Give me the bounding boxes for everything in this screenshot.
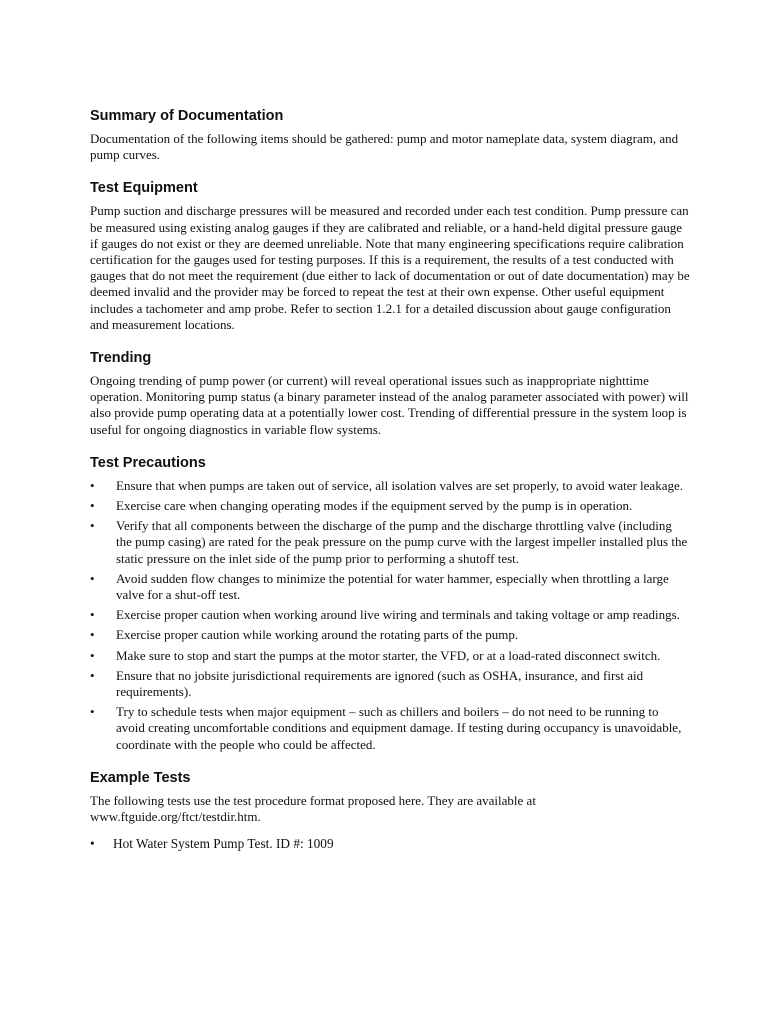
test-precautions-section	[90, 454, 690, 753]
summary-heading: Summary of Documentation	[90, 108, 284, 124]
summary-paragraph: Documentation of the following items should be gathered: pump and motor nameplate data, system diagram, and pump curves.	[90, 131, 679, 163]
list-item-text: Exercise proper caution while working around the rotating parts of the pump.	[116, 627, 519, 643]
test-equipment-paragraph: Pump suction and discharge pressures will be measured and recorded under each test condition. Pump pressure can be measured using existing analog gauges if they are calibrated and reliable, or a hand-held digital pressure gauge if gauges do not exist or they are deemed unreliable. Note that many engineering specifications require calibration certification for the gauges used for testing purposes. If this is a requirement, the results of a test conducted with gauges that do not meet the requirement (due either to lack of documentation or out of date documentation) may be deemed invalid and the provider may be forced to repeat the test at their own expense. Other useful equipment includes a tachometer and amp probe. Refer to section 1.2.1 for a detailed discussion about gauge configuration and measurement locations.	[90, 203, 690, 332]
list-item-text: Try to schedule tests when major equipment – such as chillers and boilers – do not need to be running to avoid creating uncomfortable conditions and equipment damage. If testing during occupancy is unavoidable, coordinate with the people who could be affected.	[116, 704, 682, 752]
bullet-icon: •	[90, 627, 95, 643]
list-item	[90, 607, 690, 623]
bullet-icon: •	[90, 704, 95, 720]
list-item	[90, 836, 690, 852]
example-tests-heading: Example Tests	[90, 769, 191, 786]
list-item-text: Exercise proper caution when working around live wiring and terminals and taking voltage or amp readings.	[116, 607, 680, 623]
test-equipment-section	[90, 179, 690, 333]
document-page	[90, 107, 690, 857]
example-tests-list	[90, 836, 690, 852]
bullet-icon: •	[90, 498, 95, 514]
bullet-icon: •	[90, 570, 95, 586]
trending-section	[90, 349, 690, 438]
list-item-text: Verify that all components between the discharge of the pump and the discharge throttling valve (including the pump casing) are rated for the peak pressure on the pump curve with the largest impeller installed plus the static pressure on the inlet side of the pump prior to performing a shutoff test.	[116, 518, 688, 566]
bullet-icon: •	[90, 518, 95, 534]
test-equipment-heading: Test Equipment	[90, 180, 198, 197]
list-item-text: Make sure to stop and start the pumps at the motor starter, the VFD, or at a load-rated disconnect switch.	[116, 647, 661, 663]
summary-section	[90, 107, 690, 163]
list-item-text: Ensure that when pumps are taken out of service, all isolation valves are set properly, to avoid water leakage.	[116, 477, 683, 493]
precautions-list	[90, 478, 690, 753]
list-item	[90, 518, 690, 567]
bullet-icon: •	[90, 647, 95, 663]
example-tests-section	[90, 769, 690, 853]
bullet-icon: •	[90, 477, 95, 493]
example-tests-paragraph: The following tests use the test procedure format proposed here. They are available at www.ftguide.org/ftct/testdir.htm.	[90, 792, 536, 825]
trending-heading: Trending	[90, 350, 152, 367]
list-item	[90, 571, 690, 603]
test-precautions-heading: Test Precautions	[90, 454, 206, 471]
list-item	[90, 627, 690, 643]
list-item-text: Hot Water System Pump Test. ID #: 1009	[113, 836, 334, 852]
bullet-icon: •	[90, 667, 95, 683]
list-item	[90, 648, 690, 664]
bullet-icon: •	[90, 836, 95, 852]
list-item	[90, 704, 690, 753]
list-item	[90, 478, 690, 494]
trending-paragraph: Ongoing trending of pump power (or current) will reveal operational issues such as inappropriate nighttime operation. Monitoring pump status (a binary parameter instead of the analog parameter associated with power) will also provide pump operating data at a potentially lower cost. Trending of differential pressure in the system loop is useful for ongoing diagnostics in variable flow systems.	[90, 373, 689, 437]
list-item	[90, 668, 690, 700]
bullet-icon: •	[90, 607, 95, 623]
list-item-text: Avoid sudden flow changes to minimize the potential for water hammer, especially when throttling a large valve for a shut-off test.	[116, 570, 669, 603]
list-item-text: Ensure that no jobsite jurisdictional requirements are ignored (such as OSHA, insurance, and first aid requirements).	[116, 667, 644, 700]
list-item	[90, 498, 690, 514]
list-item-text: Exercise care when changing operating modes if the equipment served by the pump is in operation.	[116, 498, 633, 514]
